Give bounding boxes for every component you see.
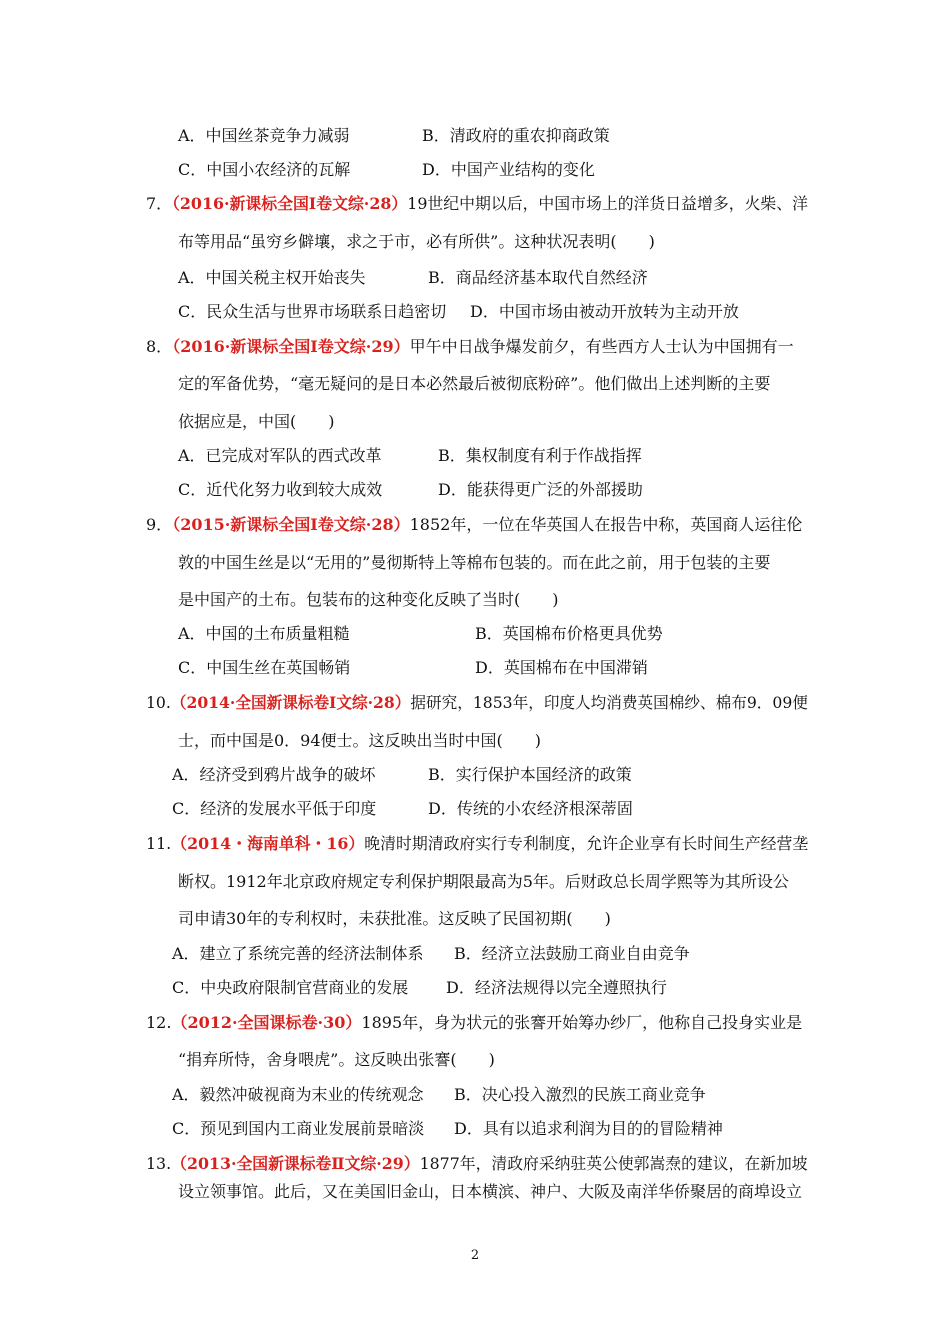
question-9-line-2: 敦的中国生丝是以“无用的”曼彻斯特上等棉布包装的。而在此之前，用于包装的主要 <box>178 553 771 572</box>
question-9-line-3: 是中国产的土布。包装布的这种变化反映了当时( ) <box>178 590 559 609</box>
question-source: （2013·全国新课标卷Ⅱ文综·29） <box>171 1154 420 1173</box>
question-number: 13. <box>146 1154 172 1173</box>
question-11-line-2: 断权。1912年北京政府规定专利保护期限最高为5年。后财政总长周学熙等为其所设公 <box>178 872 789 891</box>
question-text: 1852年，一位在华英国人在报告中称，英国商人运往伦 <box>409 515 803 534</box>
q12-option-d[interactable]: D．具有以追求利润为目的的冒险精神 <box>454 1119 723 1138</box>
question-number: 11. <box>146 834 172 853</box>
q6-option-a[interactable]: A．中国丝茶竞争力减弱 <box>178 126 350 145</box>
question-10 <box>146 693 808 713</box>
question-7 <box>146 194 808 214</box>
q8-option-d[interactable]: D．能获得更广泛的外部援助 <box>438 480 643 499</box>
question-8-line-2: 定的军备优势，“毫无疑问的是日本必然最后被彻底粉碎”。他们做出上述判断的主要 <box>178 374 771 393</box>
q11-option-b[interactable]: B．经济立法鼓励工商业自由竞争 <box>454 944 690 963</box>
q9-option-c[interactable]: C．中国生丝在英国畅销 <box>178 658 351 677</box>
question-number: 12. <box>146 1013 172 1032</box>
q10-option-a[interactable]: A．经济受到鸦片战争的破坏 <box>172 765 376 784</box>
question-source: （2015·新课标全国Ⅰ卷文综·28） <box>172 515 410 534</box>
q10-option-d[interactable]: D．传统的小农经济根深蒂固 <box>428 799 633 818</box>
question-11-line-3: 司申请30年的专利权时，未获批准。这反映了民国初期( ) <box>178 909 611 928</box>
question-12 <box>146 1013 802 1033</box>
q6-option-b[interactable]: B．清政府的重农抑商政策 <box>422 126 610 145</box>
q9-option-a[interactable]: A．中国的土布质量粗糙 <box>178 624 350 643</box>
q7-option-b[interactable]: B．商品经济基本取代自然经济 <box>428 268 648 287</box>
q8-option-a[interactable]: A．已完成对军队的西式改革 <box>178 446 382 465</box>
question-number: 10. <box>146 693 171 712</box>
q7-option-a[interactable]: A．中国关税主权开始丧失 <box>178 268 366 287</box>
question-text: 据研究，1853年，印度人均消费英国棉纱、棉布9．09便 <box>410 693 808 712</box>
question-source: （2014・海南单科・16） <box>171 834 365 853</box>
question-source: （2014·全国新课标卷Ⅰ文综·28） <box>170 693 411 712</box>
q6-option-d[interactable]: D．中国产业结构的变化 <box>422 160 595 179</box>
question-13-line-2: 设立领事馆。此后，又在美国旧金山，日本横滨、神户、大阪及南洋华侨聚居的商埠设立 <box>178 1182 803 1201</box>
q11-option-c[interactable]: C．中央政府限制官营商业的发展 <box>172 978 409 997</box>
page-number: 2 <box>470 1248 480 1263</box>
question-7-line-2: 布等用品“虽穷乡僻壤，求之于市，必有所供”。这种状况表明( ) <box>178 232 655 251</box>
q8-option-b[interactable]: B．集权制度有利于作战指挥 <box>438 446 642 465</box>
question-8-line-3: 依据应是，中国( ) <box>178 412 335 431</box>
question-9 <box>146 515 802 535</box>
q7-option-d[interactable]: D．中国市场由被动开放转为主动开放 <box>470 302 739 321</box>
q12-option-c[interactable]: C．预见到国内工商业发展前景暗淡 <box>172 1119 425 1138</box>
q6-option-c[interactable]: C．中国小农经济的瓦解 <box>178 160 351 179</box>
question-text: 甲午中日战争爆发前夕，有些西方人士认为中国拥有一 <box>409 337 794 356</box>
q9-option-d[interactable]: D．英国棉布在中国滞销 <box>475 658 648 677</box>
question-10-line-2: 士，而中国是0．94便士。这反映出当时中国( ) <box>178 731 542 750</box>
question-8 <box>146 337 794 357</box>
q8-option-c[interactable]: C．近代化努力收到较大成效 <box>178 480 383 499</box>
q12-option-b[interactable]: B．决心投入激烈的民族工商业竞争 <box>454 1085 706 1104</box>
q11-option-a[interactable]: A．建立了系统完善的经济法制体系 <box>172 944 424 963</box>
question-text: 1895年，身为状元的张謇开始筹办纱厂，他称自己投身实业是 <box>361 1013 803 1032</box>
q11-option-d[interactable]: D．经济法规得以完全遵照执行 <box>446 978 667 997</box>
question-number: 8． <box>146 337 173 356</box>
q9-option-b[interactable]: B．英国棉布价格更具优势 <box>475 624 663 643</box>
question-text: 1877年，清政府采纳驻英公使郭嵩焘的建议，在新加坡 <box>419 1154 808 1173</box>
question-source: （2016·新课标全国Ⅰ卷文综·28） <box>171 194 408 213</box>
question-13 <box>146 1154 808 1174</box>
question-text: 19世纪中期以后，中国市场上的洋货日益增多，火柴、洋 <box>407 194 808 213</box>
question-number: 9． <box>146 515 173 534</box>
q12-option-a[interactable]: A．毅然冲破视商为末业的传统观念 <box>172 1085 424 1104</box>
q10-option-c[interactable]: C．经济的发展水平低于印度 <box>172 799 377 818</box>
question-source: （2012·全国课标卷·30） <box>171 1013 362 1032</box>
question-source: （2016·新课标全国Ⅰ卷文综·29） <box>172 337 410 356</box>
q7-option-c[interactable]: C．民众生活与世界市场联系日趋密切 <box>178 302 447 321</box>
question-number: 7． <box>146 194 172 213</box>
question-11 <box>146 834 808 854</box>
q10-option-b[interactable]: B．实行保护本国经济的政策 <box>428 765 632 784</box>
question-12-line-2: “捐弃所恃，舍身喂虎”。这反映出张謇( ) <box>178 1050 495 1069</box>
question-text: 晚清时期清政府实行专利制度，允许企业享有长时间生产经营垄 <box>364 834 809 853</box>
